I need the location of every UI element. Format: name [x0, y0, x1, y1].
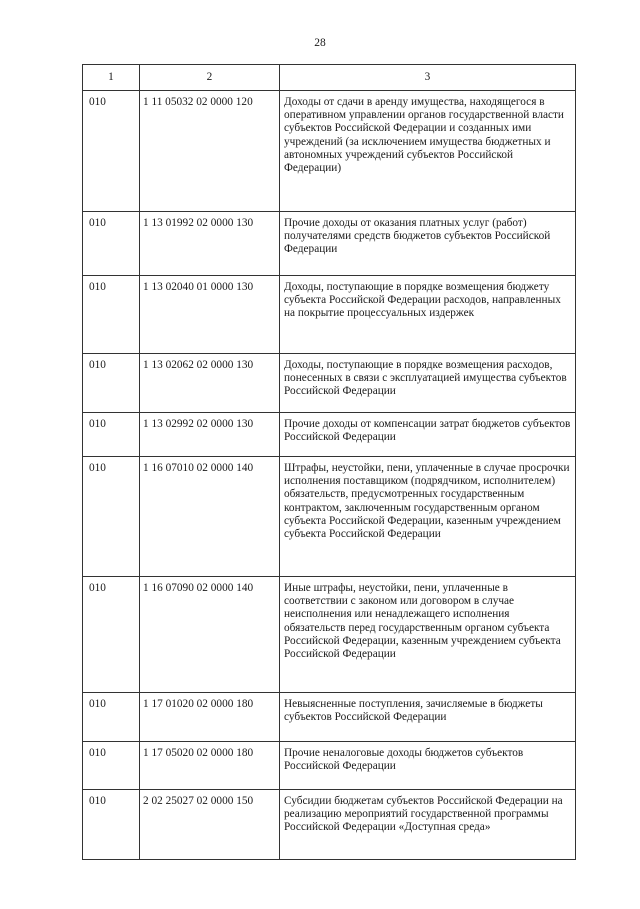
budget-code-cell: 1 16 07010 02 0000 140 — [140, 457, 280, 577]
revenue-codes-table — [82, 64, 576, 860]
admin-code-cell: 010 — [83, 693, 140, 742]
admin-code-cell: 010 — [83, 413, 140, 457]
description-cell: Прочие неналоговые доходы бюджетов субъектов Российской Федерации — [280, 742, 576, 790]
admin-code-cell: 010 — [83, 742, 140, 790]
table-row — [83, 212, 576, 276]
description-cell: Доходы от сдачи в аренду имущества, находящегося в оперативном управлении органов государственной власти субъектов Российской Федерации и созданных ими учреждений (за исключением имущества бюджетных и автономных учреждений субъектов Российской Федерации) — [280, 91, 576, 212]
header-col-1: 1 — [83, 65, 140, 91]
table-row — [83, 91, 576, 212]
admin-code-cell: 010 — [83, 91, 140, 212]
table-row — [83, 413, 576, 457]
budget-code-cell: 1 13 02062 02 0000 130 — [140, 354, 280, 413]
table-row — [83, 693, 576, 742]
table-row — [83, 742, 576, 790]
budget-code-cell: 1 17 05020 02 0000 180 — [140, 742, 280, 790]
description-cell: Прочие доходы от компенсации затрат бюджетов субъектов Российской Федерации — [280, 413, 576, 457]
admin-code-cell: 010 — [83, 457, 140, 577]
table-row — [83, 790, 576, 860]
table-row — [83, 276, 576, 354]
admin-code-cell: 010 — [83, 276, 140, 354]
description-cell: Субсидии бюджетам субъектов Российской Федерации на реализацию мероприятий государственной программы Российской Федерации «Доступная среда» — [280, 790, 576, 860]
budget-code-cell: 2 02 25027 02 0000 150 — [140, 790, 280, 860]
table-row — [83, 354, 576, 413]
description-cell: Иные штрафы, неустойки, пени, уплаченные в соответствии с законом или договором в случае неисполнения или ненадлежащего исполнения обязательств перед государственным органом субъекта Российской Федерации, казенным учреждением субъекта Российской Федерации — [280, 577, 576, 693]
budget-code-cell: 1 17 01020 02 0000 180 — [140, 693, 280, 742]
budget-code-cell: 1 11 05032 02 0000 120 — [140, 91, 280, 212]
budget-code-cell: 1 13 02992 02 0000 130 — [140, 413, 280, 457]
table-header-row — [83, 65, 576, 91]
budget-code-cell: 1 13 02040 01 0000 130 — [140, 276, 280, 354]
admin-code-cell: 010 — [83, 354, 140, 413]
page-number: 28 — [314, 37, 326, 49]
header-col-3: 3 — [280, 65, 576, 91]
header-col-2: 2 — [140, 65, 280, 91]
description-cell: Штрафы, неустойки, пени, уплаченные в случае просрочки исполнения поставщиком (подрядчиком, исполнителем) обязательств, предусмотренных государственным контрактом, заключенным государственным органом субъекта Российской Федерации, казенным учреждением субъекта Российской Федерации — [280, 457, 576, 577]
table-row — [83, 577, 576, 693]
admin-code-cell: 010 — [83, 577, 140, 693]
description-cell: Прочие доходы от оказания платных услуг (работ) получателями средств бюджетов субъектов Российской Федерации — [280, 212, 576, 276]
description-cell: Доходы, поступающие в порядке возмещения бюджету субъекта Российской Федерации расходов, направленных на покрытие процессуальных издержек — [280, 276, 576, 354]
budget-code-cell: 1 16 07090 02 0000 140 — [140, 577, 280, 693]
table-row — [83, 457, 576, 577]
budget-code-cell: 1 13 01992 02 0000 130 — [140, 212, 280, 276]
admin-code-cell: 010 — [83, 790, 140, 860]
description-cell: Невыясненные поступления, зачисляемые в бюджеты субъектов Российской Федерации — [280, 693, 576, 742]
description-cell: Доходы, поступающие в порядке возмещения расходов, понесенных в связи с эксплуатацией имущества субъектов Российской Федерации — [280, 354, 576, 413]
admin-code-cell: 010 — [83, 212, 140, 276]
